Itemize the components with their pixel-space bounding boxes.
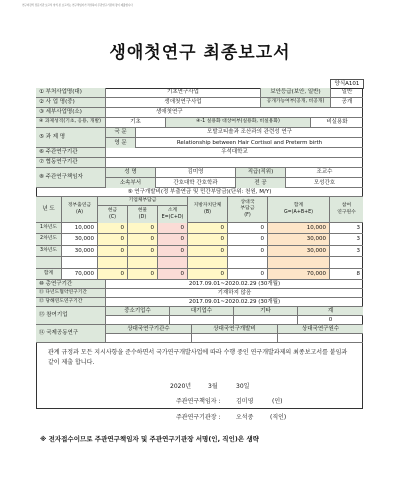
program-value: 기초연구사업	[106, 88, 261, 97]
participants-total-label: 계	[298, 307, 363, 316]
budget-col-gov: 정부출연금 (A)	[62, 197, 98, 222]
pi-name-label: 성 명	[106, 168, 156, 178]
budget-cell-kind: 0	[128, 246, 158, 256]
header-note: 연구비관리 전문기관 보고서 양식 본 보고서는 연구책임자가 작성하여 주관연구기관의 장이 제출합니다	[22, 4, 133, 7]
security-label: 보안등급(보안, 일반)	[261, 88, 331, 97]
budget-cell-other: 0	[228, 234, 268, 244]
row-detail	[36, 108, 363, 118]
budget-cell-year: 합계	[36, 269, 62, 279]
year-period-label: ⑪ 다년도협약연구기간	[36, 289, 106, 297]
budget-cell-year	[36, 257, 62, 267]
budget-column-header	[36, 197, 363, 223]
head-signer-role: 주관연구기관장 :	[176, 414, 221, 421]
budget-cell-other: 0	[228, 269, 268, 279]
budget-cell-gov: 30,000	[62, 234, 98, 244]
sme-label: 중소기업수	[106, 307, 170, 316]
participants-total-value: 0	[328, 317, 333, 324]
host-org-label: ⑥ 주관연구기관	[36, 148, 106, 157]
budget-cell-cash	[98, 257, 128, 267]
budget-cell-year: 1차년도	[36, 223, 62, 233]
date-year: 2020년	[170, 383, 192, 390]
partner-res-label: 상대국연구개발비	[192, 325, 278, 334]
row-host-org	[36, 148, 363, 158]
partner-org-label: 상대국연구기관수	[106, 325, 192, 334]
pi-label: ⑧ 주관연구책임자	[36, 168, 106, 187]
row-participants	[36, 307, 363, 325]
pi-dept: 간호대학 간호학과	[156, 178, 236, 188]
program-label: ① 부처사업명(대)	[36, 88, 106, 97]
coop-org-value	[106, 158, 363, 167]
budget-cell-other: 0	[228, 246, 268, 256]
budget-row	[36, 246, 363, 257]
budget-section-label: ⑨ 연구개발비(정 부출연금 및 민간부담금)(단위: 천원, M/Y)	[127, 188, 272, 195]
security-value: 일반	[341, 89, 353, 96]
big-label: 대기업수	[170, 307, 234, 316]
row-current-period	[36, 298, 363, 307]
host-org-value: 우석대학교	[221, 149, 248, 156]
row-intl	[36, 325, 363, 343]
pi-major-label: 전 공	[236, 178, 286, 188]
budget-row	[36, 269, 363, 280]
research-type-label: ④ 과제성격(기초, 응용, 개발)	[36, 118, 106, 127]
row-subprogram	[36, 98, 363, 108]
current-period-label: ⑫ 당해연도연구기간	[36, 298, 106, 306]
budget-cell-sub: 0	[158, 269, 188, 279]
budget-col-kind: 현물 (D)	[128, 206, 158, 223]
head-signer-mark: (직인)	[270, 414, 287, 421]
etc-label: 기타	[234, 307, 298, 316]
budget-col-other: 상대국 부담금 (F)	[228, 197, 268, 222]
pi-signer-name: 김미영	[236, 398, 254, 405]
sme-value	[106, 316, 170, 325]
budget-col-cash: 현금 (C)	[98, 206, 128, 223]
task-kr-value: 모발코티솔과 조산과의 관련성 연구	[136, 128, 363, 138]
budget-col-total: 합계 G=(A+B+E)	[268, 197, 330, 222]
total-period-label: ⑩ 총연구기간	[36, 280, 106, 288]
pi-signer-role: 주관연구책임자 :	[176, 398, 221, 405]
budget-cell-kind	[128, 257, 158, 267]
detail-value: 생애첫연구	[156, 109, 183, 116]
partner-org-value	[106, 334, 192, 343]
budget-cell-local: 0	[188, 234, 228, 244]
row-year-period	[36, 289, 363, 298]
partner-res-value	[192, 334, 278, 343]
budget-cell-other	[228, 257, 268, 267]
partner-people-label: 상대국연구원수	[278, 325, 363, 334]
budget-cell-kind: 0	[128, 234, 158, 244]
coop-org-label: ⑦ 협동연구기관	[36, 158, 106, 167]
footnote: ※ 전자접수이므로 주관연구책임자 및 주관연구기관장 서명(인, 직인)은 생략	[40, 435, 259, 443]
intl-label: ⑭ 국제공동연구	[36, 325, 106, 342]
budget-cell-local	[188, 257, 228, 267]
budget-cell-cash: 0	[98, 269, 128, 279]
pi-major: 모성간호	[313, 179, 336, 186]
current-period-value: 2017.09.01~2020.02.29 (30개월)	[188, 298, 281, 305]
budget-col-sub: 소계 E=(C+D)	[158, 206, 188, 223]
budget-col-people: 참여 연구원수	[330, 197, 363, 222]
row-program	[36, 88, 363, 98]
budget-cell-local: 0	[188, 223, 228, 233]
row-pi	[36, 168, 363, 188]
subprogram-label: ② 사 업 명(중)	[36, 98, 106, 107]
budget-col-local: 지방자치단체 (B)	[188, 197, 228, 222]
row-coop-org	[36, 158, 363, 168]
budget-cell-sub	[158, 257, 188, 267]
budget-cell-sub: 0	[158, 246, 188, 256]
budget-section-header	[36, 188, 363, 197]
practical-value: 비실용화	[326, 119, 348, 126]
row-research-type	[36, 118, 363, 128]
budget-cell-total: 30,000	[268, 246, 330, 256]
pi-signer-mark: (인)	[272, 398, 283, 405]
budget-cell-cash: 0	[98, 234, 128, 244]
research-type-value: 기초	[106, 118, 166, 127]
budget-cell-other: 0	[228, 223, 268, 233]
etc-value	[234, 316, 298, 325]
budget-cell-people	[330, 257, 363, 267]
budget-col-corp: 기업체부담금	[98, 197, 188, 206]
total-period-value: 2017.09.01~2020.02.29 (30개월)	[188, 280, 281, 287]
budget-row	[36, 257, 363, 268]
budget-cell-cash: 0	[98, 223, 128, 233]
year-period-value: 기재하지 않음	[217, 289, 252, 296]
task-kr-label: 국 문	[106, 128, 136, 138]
budget-cell-local: 0	[188, 246, 228, 256]
budget-cell-year: 3차년도	[36, 246, 62, 256]
pi-position-label: 직급(직위)	[236, 168, 286, 178]
budget-cell-total: 70,000	[268, 269, 330, 279]
budget-cell-total: 10,000	[268, 223, 330, 233]
date-month: 3월	[208, 383, 218, 390]
pi-position: 조교수	[286, 168, 363, 178]
budget-cell-total: 30,000	[268, 234, 330, 244]
budget-cell-cash: 0	[98, 246, 128, 256]
partner-people-value	[278, 334, 363, 343]
budget-cell-gov: 30,000	[62, 246, 98, 256]
row-task	[36, 128, 363, 148]
open-value: 공개	[341, 99, 353, 106]
participants-label: ⑬ 참여기업	[36, 307, 106, 324]
budget-cell-people: 3	[356, 247, 360, 254]
detail-label: ③ 세부사업명(소)	[36, 108, 106, 117]
big-value	[170, 316, 234, 325]
budget-cell-gov: 10,000	[62, 223, 98, 233]
open-label: 공개가능여부(공개, 비공개)	[261, 98, 331, 107]
task-en-label: 영 문	[106, 138, 136, 148]
subprogram-value: 생애첫연구사업	[106, 98, 261, 107]
pi-dept-label: 소속부서	[106, 178, 156, 188]
task-label: ⑤ 과 제 명	[36, 128, 106, 147]
budget-cell-gov	[62, 257, 98, 267]
budget-cell-local: 0	[188, 269, 228, 279]
budget-cell-year: 2차년도	[36, 234, 62, 244]
form-number: 양식A101	[330, 79, 364, 89]
pi-name: 김미영	[156, 168, 236, 178]
budget-cell-kind: 0	[128, 269, 158, 279]
budget-cell-people: 3	[356, 224, 360, 231]
budget-cell-people: 8	[356, 270, 360, 277]
budget-cell-gov: 70,000	[62, 269, 98, 279]
budget-col-year: 년 도	[36, 197, 62, 222]
head-signer-name: 오석중	[236, 414, 254, 421]
budget-row	[36, 223, 363, 234]
row-total-period	[36, 280, 363, 289]
budget-cell-kind: 0	[128, 223, 158, 233]
budget-cell-sub: 0	[158, 234, 188, 244]
budget-cell-total	[268, 257, 330, 267]
budget-row	[36, 234, 363, 245]
practical-label: ④-1 실용화 대상여부(실용화, 비실용화)	[166, 118, 311, 127]
date-day: 30일	[236, 383, 250, 390]
submission-statement: 관계 규정과 모든 지시사항을 준수하면서 국가연구개발사업에 따라 수행 중인 연구개발과제의 최종보고서를 붙임과 같이 제출 합니다.	[48, 349, 348, 366]
task-en-value: Relationship between Hair Cortisol and Preterm birth	[176, 139, 323, 146]
budget-cell-people: 3	[356, 236, 360, 243]
document-title: 생애첫연구 최종보고서	[109, 43, 291, 63]
budget-cell-sub: 0	[158, 223, 188, 233]
